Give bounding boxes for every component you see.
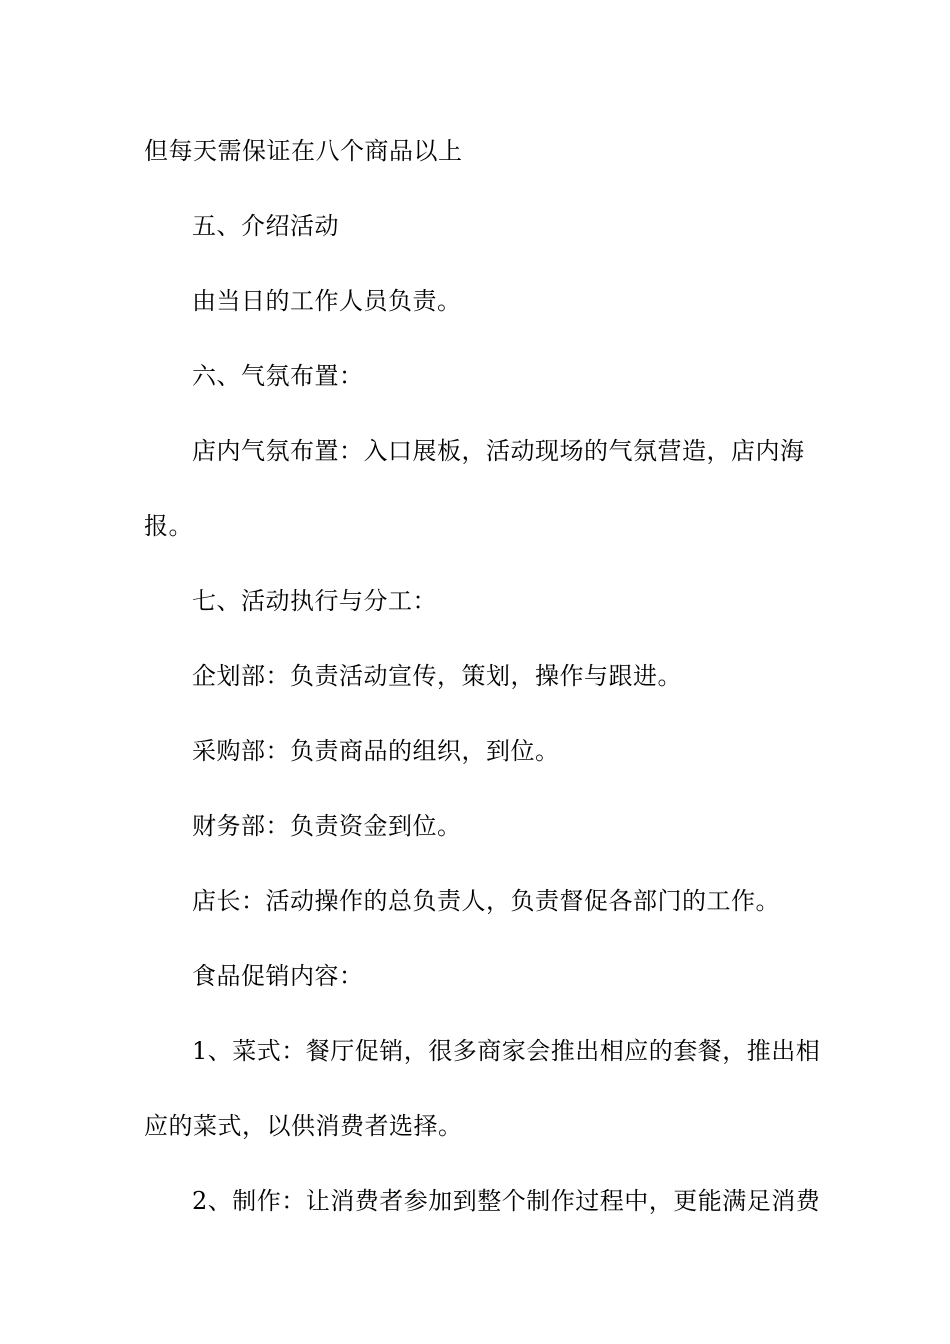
section-heading-atmosphere: 六、气氛布置： (192, 362, 364, 390)
text-line-product-minimum: 但每天需保证在八个商品以上 (144, 137, 463, 165)
text-line-atmosphere-continued: 报。 (144, 512, 193, 540)
text-line-store-manager: 店长：活动操作的总负责人，负责督促各部门的工作。 (192, 887, 780, 915)
text-line-staff-responsibility: 由当日的工作人员负责。 (192, 287, 462, 315)
text-line-purchasing-dept: 采购部：负责商品的组织，到位。 (192, 737, 560, 765)
section-heading-execution: 七、活动执行与分工： (192, 587, 437, 615)
text-line-atmosphere-details: 店内气氛布置：入口展板，活动现场的气氛营造，店内海 (192, 437, 805, 465)
text-line-production-item: 2、制作：让消费者参加到整个制作过程中，更能满足消费 (192, 1187, 821, 1215)
text-line-menu-item: 1、菜式：餐厅促销，很多商家会推出相应的套餐，推出相 (192, 1037, 821, 1065)
text-line-menu-item-continued: 应的菜式，以供消费者选择。 (144, 1112, 463, 1140)
text-line-planning-dept: 企划部：负责活动宣传，策划，操作与跟进。 (192, 662, 682, 690)
section-heading-food-promotion: 食品促销内容： (192, 962, 364, 990)
text-line-finance-dept: 财务部：负责资金到位。 (192, 812, 462, 840)
section-heading-introduction: 五、介绍活动 (192, 212, 339, 240)
